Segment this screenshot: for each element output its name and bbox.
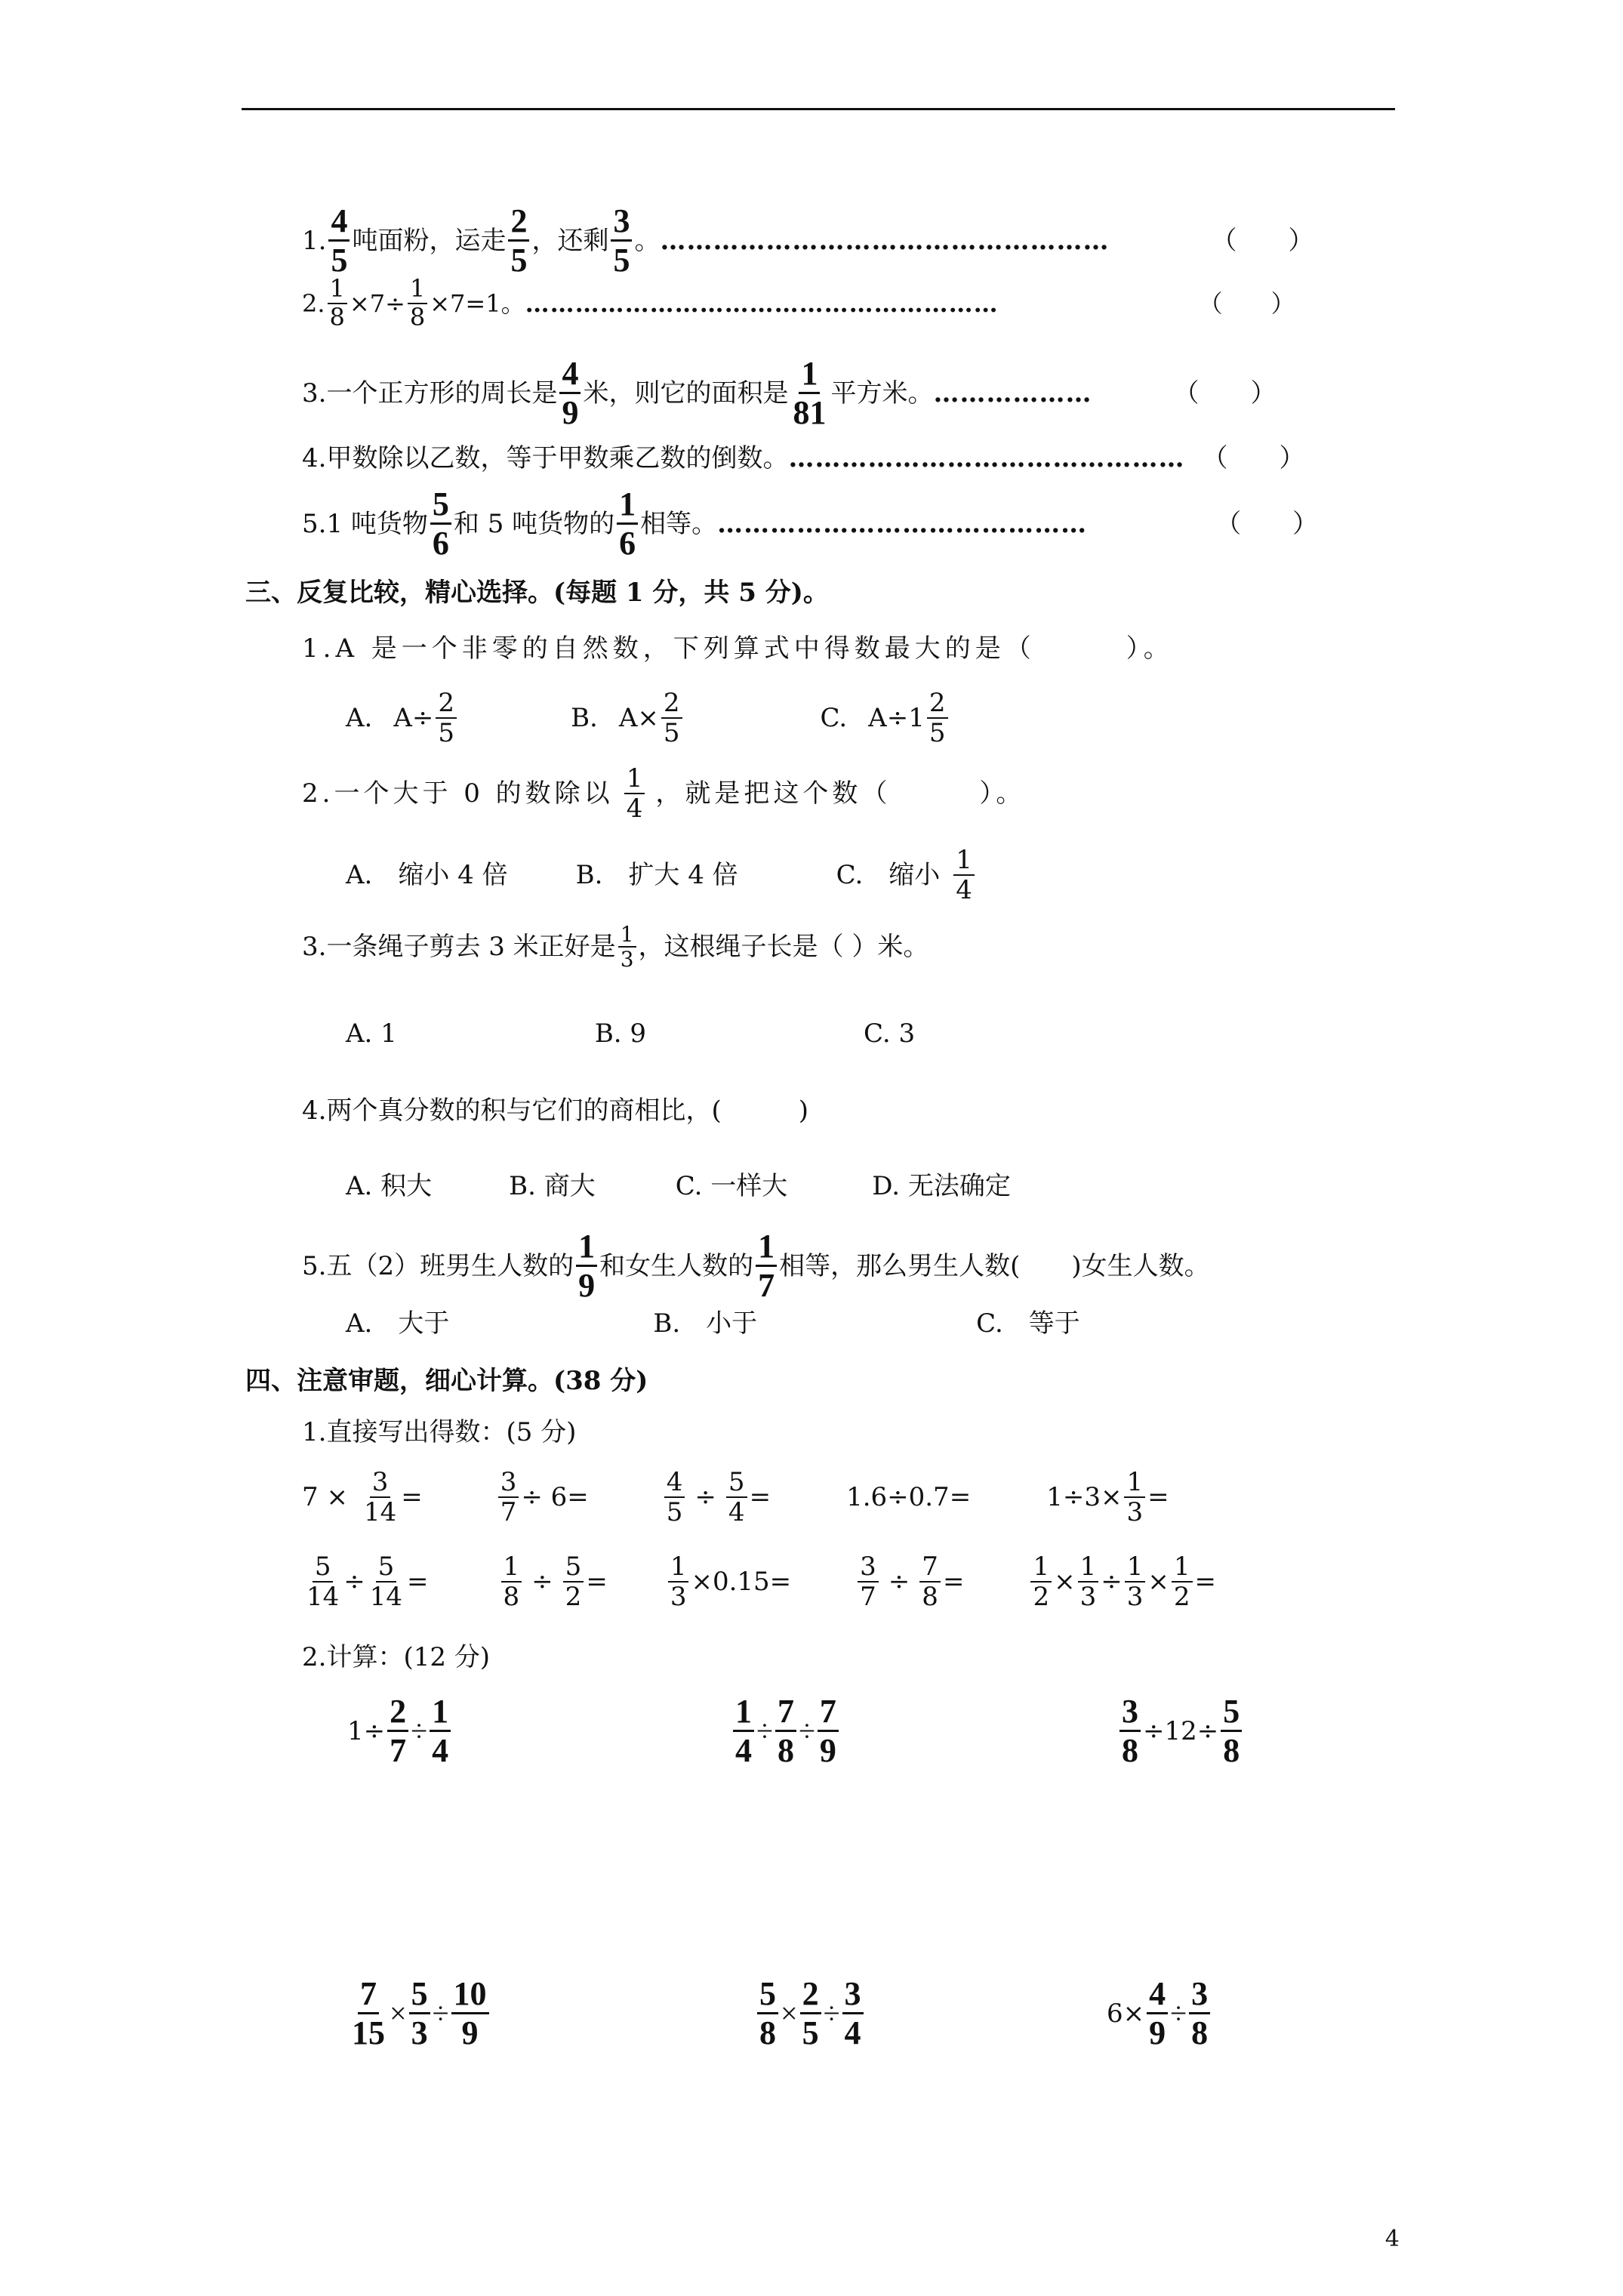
fraction: $\frac{7}{15}$ — [352, 1975, 385, 2052]
fraction: $\frac{7}{9}$ — [818, 1693, 839, 1770]
option-b[interactable]: B. 小于 — [653, 1308, 758, 1339]
judge-item-3: 3. 一个正方形的周长是 $\frac{4}{9}$ 米，则它的面积是 $\frac{1}{81}$ 平方米。 ……………… （ ） — [302, 355, 1277, 432]
header-rule — [242, 108, 1395, 110]
fraction: $\frac{5}{14}$ — [369, 1552, 403, 1613]
direct-calc-row-1: 7 × $\frac{3}{14}$ = $\frac{3}{7}$ ÷ 6 = $\frac{4}{5}$ ÷ $\frac{5}{4}$ = 1.6÷0.7 = 1÷3× $\frac{1}{3}$ = — [302, 1467, 1169, 1528]
fraction: $\frac{1}{3}$ — [618, 923, 636, 972]
fraction: $\frac{5}{2}$ — [563, 1552, 584, 1611]
fraction: $\frac{4}{9}$ — [1147, 1975, 1168, 2052]
answer-blank[interactable]: （ ） — [1215, 508, 1319, 539]
fraction: $\frac{2}{5}$ — [508, 202, 529, 279]
fraction: $\frac{2}{5}$ — [800, 1975, 821, 2052]
fraction: $\frac{1}{4}$ — [430, 1693, 451, 1770]
equals-sign: = — [749, 1482, 771, 1513]
equals-sign: = — [586, 1567, 608, 1598]
leader-dots: …………………………………………… — [660, 227, 1110, 254]
direct-calc-row-2: $\frac{5}{14}$ ÷ $\frac{5}{14}$ = $\frac{1}{8}$ ÷ $\frac{5}{2}$ = $\frac{1}{3}$ ×0.15 = $\frac{3}{7}$ ÷ $\frac{7}{8}$ = $\frac{1}{2}$ × $\frac{1}{3}$ ÷ $\frac{1}{3}$ × $\frac{1}{2}$ = — [302, 1552, 1216, 1611]
fraction: $\frac{1}{4}$ — [953, 846, 975, 905]
answer-blank[interactable]: （ ） — [1211, 225, 1314, 256]
fraction: $\frac{2}{5}$ — [436, 689, 457, 747]
choice-q4-options — [346, 1173, 1011, 1199]
option-c[interactable]: C. 等于 — [976, 1308, 1080, 1339]
equals-sign: = — [401, 1482, 423, 1513]
choice-q1-options: A. A÷ $\frac{2}{5}$ B. A× $\frac{2}{5}$ C. A÷1 $\frac{2}{5}$ — [346, 689, 950, 747]
choice-q5: 5.五（2）班男生人数的 $\frac{1}{9}$ 和女生人数的 $\frac{1}{7}$ 相等，那么男生人数( )女生人数。 — [302, 1228, 1210, 1305]
answer-blank[interactable]: （ ） — [1173, 378, 1277, 408]
fraction: $\frac{1}{2}$ — [1030, 1552, 1052, 1611]
fraction: $\frac{4}{5}$ — [664, 1468, 685, 1527]
fraction: $\frac{7}{8}$ — [775, 1693, 796, 1770]
option-b[interactable]: B. 商大 — [509, 1171, 596, 1201]
fraction: $\frac{5}{8}$ — [757, 1975, 778, 2052]
leader-dots: …………………………………… — [717, 510, 1088, 537]
option-a[interactable]: A. — [346, 703, 373, 734]
option-b[interactable]: B. 9 — [594, 1019, 647, 1049]
option-a[interactable]: A. 积大 — [346, 1171, 433, 1201]
fraction: $\frac{1}{3}$ — [1124, 1468, 1145, 1527]
option-a[interactable]: A. 大于 — [346, 1308, 450, 1339]
leader-dots: ……………… — [933, 380, 1092, 406]
choice-q1: 1.A 是一个非零的自然数，下列算式中得数最大的是（ ）。 — [302, 633, 1174, 664]
fraction: $\frac{1}{2}$ — [1172, 1552, 1193, 1611]
fraction: $\frac{7}{8}$ — [919, 1552, 941, 1611]
judge-item-4: 4. 甲数除以乙数，等于甲数乘乙数的倒数。 ……………………………………… （ ） — [302, 443, 1305, 473]
fraction: $\frac{3}{8}$ — [1119, 1693, 1141, 1770]
equals-sign: = — [567, 1482, 589, 1513]
page-number: 4 — [1384, 2226, 1400, 2252]
fraction: $\frac{1}{8}$ — [408, 276, 427, 331]
fraction: $\frac{5}{6}$ — [430, 485, 451, 562]
option-b[interactable]: B. — [571, 703, 598, 734]
fraction: $\frac{5}{3}$ — [409, 1975, 430, 2052]
fraction: $\frac{3}{8}$ — [1189, 1975, 1210, 2052]
fraction: $\frac{2}{5}$ — [661, 689, 682, 747]
choice-q3: 3.一条绳子剪去 3 米正好是 $\frac{1}{3}$ ，这根绳子长是（ ）米。 — [302, 922, 929, 972]
fraction: $\frac{1}{6}$ — [617, 485, 638, 562]
item-number: 1. — [302, 225, 327, 256]
section-4-sub1: 1.直接写出得数：(5 分) — [302, 1417, 577, 1447]
option-b[interactable]: B. 扩大 4 倍 — [575, 860, 738, 891]
equals-sign: = — [407, 1567, 429, 1598]
section-4-heading: 四、注意审题，细心计算。(38 分) — [245, 1366, 648, 1396]
calc-problem-2: $\frac{1}{4}$ ÷ $\frac{7}{8}$ ÷ $\frac{7}{9}$ — [731, 1693, 841, 1770]
fraction: $\frac{10}{9}$ — [451, 1975, 489, 2052]
fraction: $\frac{5}{14}$ — [306, 1552, 340, 1613]
fraction: $\frac{5}{8}$ — [1221, 1693, 1242, 1770]
fraction: $\frac{4}{5}$ — [328, 202, 350, 279]
equals-sign: = — [1194, 1567, 1216, 1598]
equals-sign: = — [949, 1482, 972, 1513]
fraction: $\frac{1}{4}$ — [624, 764, 645, 823]
answer-blank[interactable]: （ ） — [1202, 443, 1305, 473]
equals-sign: = — [942, 1567, 965, 1598]
judge-item-1: 1. $\frac{4}{5}$ 吨面粉，运走 $\frac{2}{5}$ ，还剩 $\frac{3}{5}$ 。 …………………………………………… （ ） — [302, 202, 1314, 279]
option-a[interactable]: A. 缩小 4 倍 — [346, 860, 508, 891]
choice-q4: 4.两个真分数的积与它们的商相比，( ) — [302, 1096, 808, 1126]
fraction: $\frac{2}{7}$ — [387, 1693, 408, 1770]
fraction: $\frac{1}{8}$ — [501, 1552, 522, 1611]
leader-dots: ………………………………………………… — [525, 291, 999, 316]
option-c[interactable]: C. 缩小 — [836, 860, 941, 891]
option-d[interactable]: D. 无法确定 — [872, 1171, 1011, 1201]
fraction: $\frac{4}{9}$ — [559, 355, 581, 432]
answer-blank[interactable]: （ ） — [1198, 288, 1295, 318]
fraction: $\frac{3}{4}$ — [842, 1975, 864, 2052]
choice-q2: 2.一个大于 0 的数除以 $\frac{1}{4}$ ，就是把这个数（ ）。 — [302, 763, 1026, 824]
fraction: $\frac{1}{81}$ — [793, 355, 827, 432]
fraction: $\frac{3}{7}$ — [498, 1468, 519, 1527]
calc-problem-3: $\frac{3}{8}$ ÷12÷ $\frac{5}{8}$ — [1117, 1693, 1244, 1770]
option-a[interactable]: A. 1 — [346, 1019, 397, 1049]
judge-item-5: 5. 1 吨货物 $\frac{5}{6}$ 和 5 吨货物的 $\frac{1}{6}$ 相等。 …………………………………… （ ） — [302, 485, 1319, 562]
choice-q5-options — [346, 1308, 1080, 1339]
calc-problem-6: 6× $\frac{4}{9}$ ÷ $\frac{3}{8}$ — [1107, 1975, 1212, 2052]
choice-q2-options — [346, 846, 977, 905]
calc-problem-1: 1÷ $\frac{2}{7}$ ÷ $\frac{1}{4}$ — [347, 1693, 453, 1770]
calc-problem-5: $\frac{5}{8}$ × $\frac{2}{5}$ ÷ $\frac{3}{4}$ — [755, 1975, 866, 2052]
fraction: $\frac{1}{7}$ — [756, 1228, 777, 1305]
fraction: $\frac{3}{14}$ — [363, 1467, 397, 1528]
calc-problem-4: $\frac{7}{15}$ × $\frac{5}{3}$ ÷ $\frac{10}{9}$ — [347, 1975, 491, 2052]
fraction: $\frac{1}{3}$ — [1125, 1552, 1146, 1611]
fraction: $\frac{1}{4}$ — [733, 1693, 754, 1770]
leader-dots: ……………………………………… — [788, 445, 1185, 471]
equals-sign: = — [769, 1567, 792, 1598]
fraction: $\frac{3}{5}$ — [611, 202, 632, 279]
fraction: $\frac{1}{9}$ — [576, 1228, 597, 1305]
fraction: $\frac{1}{8}$ — [328, 276, 347, 331]
fraction: $\frac{1}{3}$ — [668, 1552, 689, 1611]
choice-q3-options — [346, 1019, 916, 1049]
fraction: $\frac{5}{4}$ — [726, 1468, 747, 1527]
equals-sign: = — [1147, 1482, 1169, 1513]
judge-item-2: 2. $\frac{1}{8}$ ×7÷ $\frac{1}{8}$ ×7=1。 ………………………………………………… （ ） — [302, 274, 1295, 331]
option-c[interactable]: C. 一样大 — [675, 1171, 788, 1201]
option-c[interactable]: C. 3 — [864, 1019, 916, 1049]
fraction: $\frac{1}{3}$ — [1078, 1552, 1099, 1611]
fraction: $\frac{2}{5}$ — [927, 689, 948, 747]
option-c[interactable]: C. — [820, 703, 848, 734]
fraction: $\frac{3}{7}$ — [858, 1552, 879, 1611]
section-3-heading: 三、反复比较，精心选择。(每题 1 分，共 5 分)。 — [245, 578, 829, 608]
section-4-sub2: 2.计算：(12 分) — [302, 1642, 491, 1672]
